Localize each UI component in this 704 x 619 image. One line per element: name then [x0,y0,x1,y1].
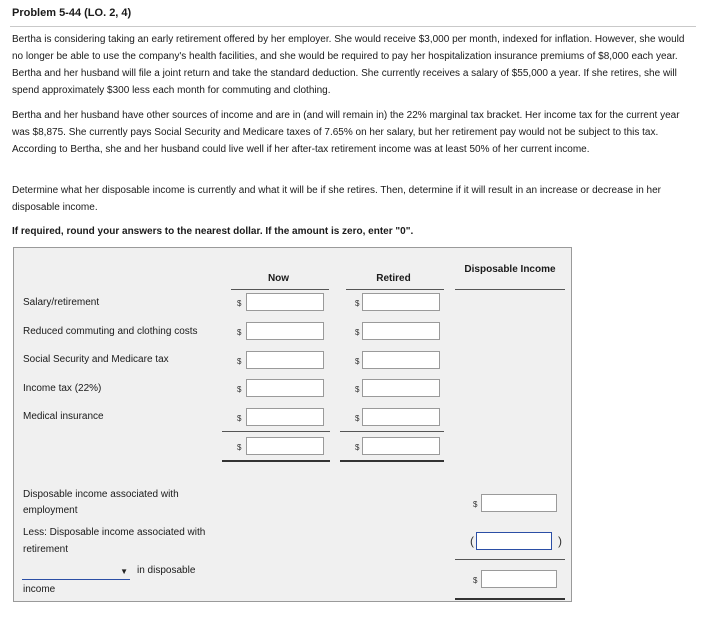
summary-total-double-rule [455,598,565,600]
currency-symbol: $ [355,443,360,452]
medical-insurance-retired-input[interactable] [362,408,440,426]
total-retired-input[interactable] [362,437,440,455]
title-divider [10,26,696,27]
row-label-social-security: Social Security and Medicare tax [23,354,169,365]
currency-symbol: $ [237,385,242,394]
problem-paragraph-2: Bertha and her husband have other sources of income and are in (and will remain in) the 22% marginal tax bracket. Her income tax for the current year was $8,875. She currently pays Social Security and Medicare taxes of 7.65% on her salary, but her retirement pay would not be subject to this tax. According to Bertha, she and her husband could live well if her after-tax retirement income was at least 50% of her current income. [12,110,680,155]
social-security-now-input[interactable] [246,351,324,369]
row-label-income-tax: Income tax (22%) [23,383,102,394]
now-subtotal-rule [222,431,330,432]
summary-subtotal-rule [455,559,565,560]
income-tax-now-input[interactable] [246,379,324,397]
change-label-line2: income [23,584,56,595]
currency-symbol: $ [237,414,242,423]
currency-symbol: $ [473,576,478,585]
col-now-header-rule [231,289,329,290]
salary-retired-input[interactable] [362,293,440,311]
income-tax-retired-input[interactable] [362,379,440,397]
retirement-label-line2: retirement [23,544,69,555]
row-label-salary-retirement: Salary/retirement [23,297,100,308]
retired-total-double-rule [340,460,444,462]
currency-symbol: $ [473,500,478,509]
row-label-medical-insurance: Medical insurance [23,411,104,422]
change-disposable-input[interactable] [481,570,557,588]
social-security-retired-input[interactable] [362,351,440,369]
commuting-now-input[interactable] [246,322,324,340]
currency-symbol: $ [355,414,360,423]
increase-decrease-select[interactable] [22,566,130,580]
change-label-suffix: in disposable [137,565,196,576]
rounding-instruction: If required, round your answers to the nearest dollar. If the amount is zero, enter "0". [12,226,414,237]
currency-symbol: $ [237,328,242,337]
row-label-reduced-commuting: Reduced commuting and clothing costs [23,326,198,337]
retirement-label-line1: Less: Disposable income associated with [23,527,206,538]
problem-title: Problem 5-44 (LO. 2, 4) [12,7,132,19]
employment-disposable-input[interactable] [481,494,557,512]
currency-symbol: $ [355,357,360,366]
currency-symbol: $ [355,299,360,308]
currency-symbol: $ [237,299,242,308]
now-total-double-rule [222,460,330,462]
employment-label-line2: employment [23,505,78,516]
medical-insurance-now-input[interactable] [246,408,324,426]
col-header-now: Now [267,273,290,284]
col-header-retired: Retired [376,273,411,284]
retired-subtotal-rule [340,431,444,432]
col-disposable-header-rule [455,289,565,290]
problem-paragraph-1: Bertha is considering taking an early retirement offered by her employer. She would receive $3,000 per month, indexed for inflation. However, she would no longer be able to use the company's health facilities, and she would be required to pay her hospitalization insurance premiums of $8,000 each year. Bertha and her husband will file a joint return and take the standard deduction. She currently receives a salary of $55,000 a year. If she retires, she will spend approximately $300 less each month for commuting and clothing. [12,34,685,96]
currency-symbol: $ [237,443,242,452]
problem-paragraph-3: Determine what her disposable income is currently and what it will be if she retires. Then, determine if it will result in an increase or decrease in her disposable income. [12,185,662,213]
chevron-down-icon: ▼ [120,567,128,576]
currency-symbol: $ [237,357,242,366]
commuting-retired-input[interactable] [362,322,440,340]
col-retired-header-rule [346,289,444,290]
salary-now-input[interactable] [246,293,324,311]
open-paren: ( [470,534,474,548]
currency-symbol: $ [355,385,360,394]
close-paren: ) [558,534,562,548]
retirement-disposable-input[interactable] [476,532,552,550]
total-now-input[interactable] [246,437,324,455]
employment-label-line1: Disposable income associated with [23,489,179,500]
currency-symbol: $ [355,328,360,337]
col-header-disposable-income: Disposable Income [464,264,556,275]
